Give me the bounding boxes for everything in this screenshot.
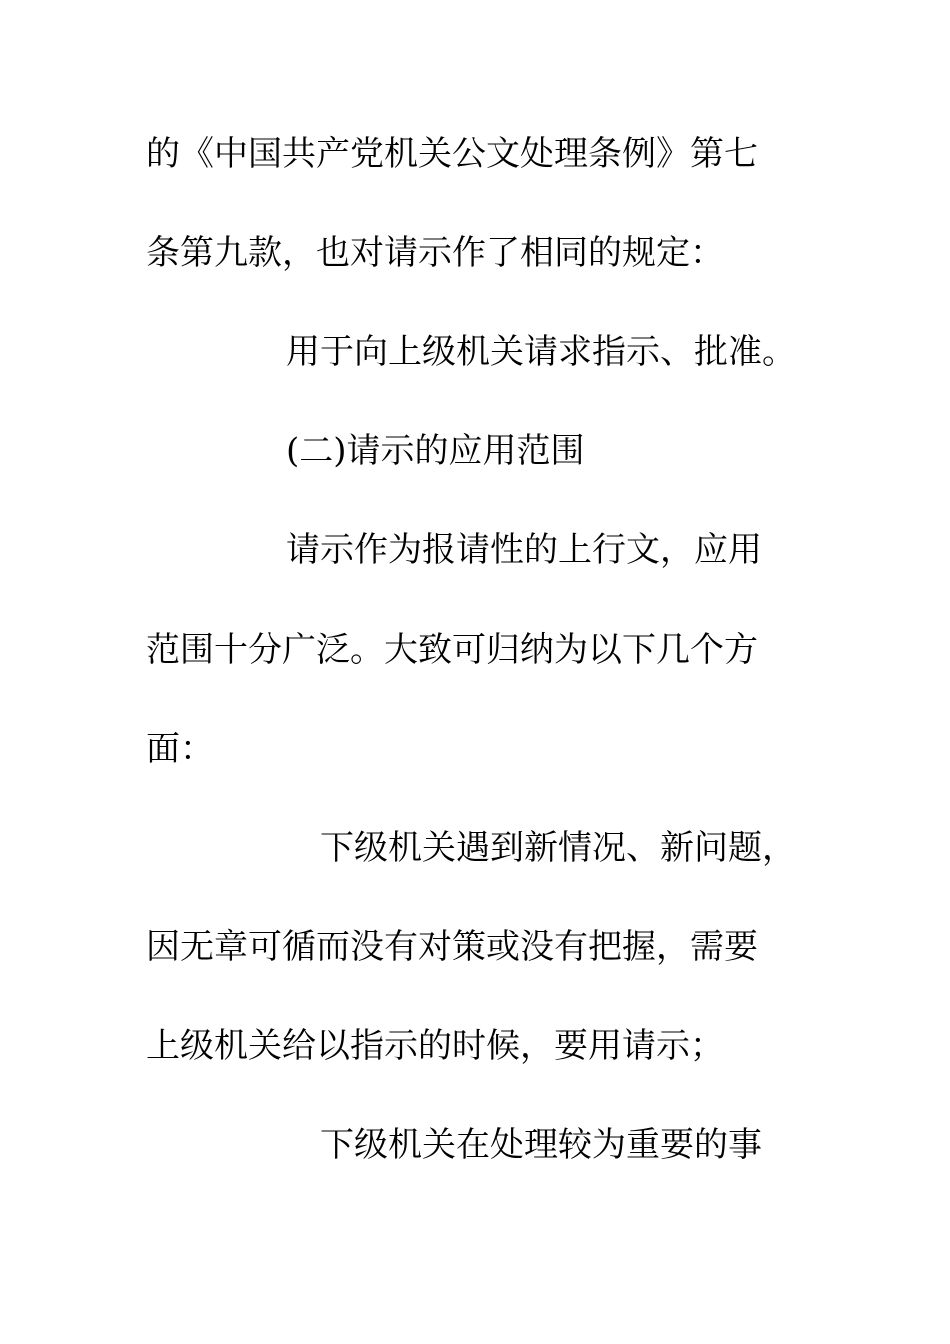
text-line-8: 下级机关遇到新情况、新问题， [320,828,796,868]
text-line-9: 因无章可循而没有对策或没有把握，需要 [146,927,758,967]
text-line-1: 的《中国共产党机关公文处理条例》第七 [146,134,758,174]
text-line-3: 用于向上级机关请求指示、批准。 [286,332,796,372]
section-heading: (二)请示的应用范围 [286,431,585,471]
text-line-7: 面： [146,729,214,769]
text-line-2: 条第九款，也对请示作了相同的规定： [146,233,724,273]
text-line-10: 上级机关给以指示的时候，要用请示； [146,1026,724,1066]
text-line-6: 范围十分广泛。大致可归纳为以下几个方 [146,630,758,670]
text-line-5: 请示作为报请性的上行文，应用 [286,530,762,570]
text-line-11: 下级机关在处理较为重要的事 [320,1125,762,1165]
